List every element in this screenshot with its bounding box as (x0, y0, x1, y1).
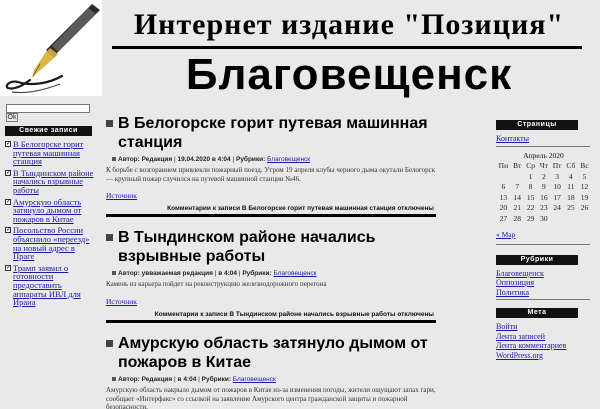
post-title[interactable] (106, 228, 436, 266)
calendar-day: 9 (542, 182, 546, 192)
check-icon: ✓ (6, 264, 12, 271)
right-sidebar (496, 120, 596, 360)
post-rubric-link[interactable]: Благовещенск (267, 156, 311, 163)
calendar-day: 20 (499, 203, 508, 213)
post-excerpt: Амурскую область накрыло дымом от пожаров в Китае из-за изменения погоды, жители ощущают запах гари, сообщает «Интерфакс» со ссылкой на заявление Амурского центра гражданской защиты и пожарной безопасности. (106, 386, 436, 409)
meta-heading: Мета (496, 308, 578, 318)
calendar-day (578, 213, 591, 224)
recent-post-link[interactable]: Посольство России объяснило «переезд» на новый адрес в Праге (13, 225, 90, 262)
rubric-link[interactable]: Оппозиция (496, 278, 535, 287)
calendar-day: 7 (515, 182, 520, 192)
recent-post-link[interactable]: В Тындинском районе начались взрывные работы (13, 167, 94, 195)
calendar-day: 18 (567, 192, 575, 202)
rubric-link[interactable]: Благовещенск (496, 268, 544, 278)
calendar-day: 28 (513, 213, 522, 223)
calendar-prev-month-link[interactable]: « Мар (496, 229, 516, 239)
recent-post-item[interactable] (5, 169, 97, 195)
post-title[interactable] (106, 114, 436, 152)
calendar-day: 5 (582, 171, 587, 181)
weekday-header: Вс (580, 161, 589, 171)
post (106, 114, 436, 217)
check-icon: ✓ (6, 169, 12, 176)
meta-link-login[interactable]: Войти (496, 322, 518, 331)
post-title-text[interactable]: Амурскую область затянуло дымом от пожаров в Китае (118, 335, 428, 371)
pages-list (496, 134, 596, 144)
divider (496, 146, 590, 147)
post-rubric-link[interactable]: Благовещенск (232, 376, 276, 383)
meta-marker-icon (112, 157, 116, 161)
author-label: Автор: (118, 156, 142, 163)
meta-link-wordpress[interactable]: WordPress.org (496, 350, 543, 360)
meta-marker-icon (112, 377, 116, 381)
post-comments-status: Комментарии к записи В Тындинском районе начались взрывные работы отключены (106, 311, 436, 323)
calendar-week (496, 182, 591, 193)
post-author: увважаемая редакция (141, 270, 213, 277)
post-title[interactable] (106, 334, 436, 372)
calendar-week (496, 213, 591, 224)
calendar-week (496, 203, 591, 214)
square-bullet-icon (106, 234, 113, 241)
calendar-day: 19 (580, 192, 589, 202)
site-title[interactable]: Интернет издание "Позиция" (133, 8, 565, 41)
post-source-link[interactable]: Источник (106, 191, 137, 200)
calendar-day: 24 (553, 203, 561, 213)
meta-list (496, 322, 596, 360)
post (106, 228, 436, 323)
calendar-day: 16 (540, 192, 548, 202)
post-author: Редакция (141, 376, 173, 383)
recent-post-link[interactable]: В Белогорске горит путевая машинная станция (13, 139, 84, 167)
calendar-day: 25 (567, 203, 575, 213)
calendar-day: 22 (526, 203, 535, 213)
recent-post-item[interactable] (5, 226, 97, 260)
calendar-day: 27 (499, 213, 508, 223)
rubric-label: Рубрики: (235, 156, 268, 163)
calendar-week (496, 171, 591, 182)
fountain-pen-icon (0, 0, 102, 96)
rubrics-heading: Рубрики (496, 255, 578, 265)
rubric-label: Рубрики: (242, 270, 274, 277)
calendar-day: 15 (526, 192, 535, 202)
post-excerpt: Камень из карьера пойдет на реконструкцию железнодорожного перегона (106, 280, 327, 288)
divider (496, 244, 590, 245)
calendar-day (564, 213, 578, 224)
calendar-day: 29 (526, 213, 535, 223)
calendar-day: 12 (580, 182, 589, 192)
square-bullet-icon (106, 340, 113, 347)
calendar-caption: Апрель 2020 (523, 150, 564, 160)
meta-link-entries-feed[interactable]: Лента записей (496, 331, 545, 341)
rubric-label: Рубрики: (201, 376, 233, 383)
calendar-day: 11 (567, 182, 575, 192)
square-bullet-icon (106, 120, 113, 127)
calendar-day: 1 (528, 171, 533, 181)
calendar-day: 8 (528, 182, 533, 192)
recent-post-link[interactable]: Амурскую область затянуло дымом от пожаров в Китае (13, 196, 82, 224)
recent-post-item[interactable] (5, 198, 97, 224)
post-title-text[interactable]: В Тындинском районе начались взрывные работы (118, 229, 376, 265)
calendar-day: 4 (569, 171, 573, 181)
calendar-day: 23 (540, 203, 548, 213)
recent-posts-heading: Свежие записи (5, 126, 92, 136)
meta-marker-icon (112, 271, 116, 275)
calendar-day (496, 171, 511, 182)
search-button[interactable]: Ok (7, 114, 17, 121)
page-link-contacts[interactable]: Контакты (496, 134, 530, 143)
weekday-header: Сб (566, 161, 576, 171)
calendar-day: 26 (580, 203, 589, 213)
post-title-text[interactable]: В Белогорске горит путевая машинная станция (118, 115, 428, 151)
calendar-days (496, 171, 591, 224)
meta-link-comments-feed[interactable]: Лента комментариев (496, 341, 567, 350)
title-divider (112, 46, 582, 49)
check-icon: ✓ (6, 198, 12, 205)
calendar-week (496, 192, 591, 203)
site-subtitle: Благовещенск (185, 50, 513, 99)
calendar-day: 6 (501, 182, 506, 192)
calendar-table (496, 161, 591, 224)
calendar-day: 30 (540, 213, 548, 223)
calendar-day: 2 (542, 171, 546, 181)
divider (496, 299, 590, 300)
calendar-day: 13 (499, 192, 508, 202)
author-label: Автор: (118, 376, 142, 383)
post-date: в 4:04 (177, 376, 197, 383)
calendar-day: 17 (553, 192, 561, 202)
author-label: Автор: (118, 270, 142, 277)
recent-post-link[interactable]: Трамп заявил о готовности предоставить аппараты ИВЛ для Ирана (13, 262, 81, 308)
weekday-header: Вт (513, 161, 522, 171)
rubrics-list (496, 269, 596, 298)
post-date: 19.04.2020 в 4:04 (177, 156, 231, 163)
calendar-day (550, 213, 564, 224)
recent-posts-list (5, 140, 97, 310)
calendar-day: 10 (553, 182, 561, 192)
check-icon: ✓ (6, 227, 12, 234)
site-logo[interactable] (0, 0, 102, 96)
post-meta: Автор: Редакция | 19.04.2020 в 4:04 | Рубрики: Благовещенск (106, 155, 436, 164)
weekday-header: Пт (552, 161, 562, 171)
post-author: Редакция (141, 156, 173, 163)
rubric-link[interactable]: Политика (496, 287, 530, 297)
weekday-header: Ср (526, 161, 535, 171)
weekday-header: Пн (498, 161, 509, 171)
calendar-day: 21 (513, 203, 522, 213)
recent-post-item[interactable] (5, 264, 97, 307)
calendar-widget (496, 151, 591, 242)
post (106, 334, 436, 409)
post-source-link[interactable]: Источник (106, 296, 137, 306)
calendar-day: 14 (513, 192, 522, 202)
post-rubric-link[interactable]: Благовещенск (273, 270, 317, 277)
recent-post-item[interactable] (5, 140, 97, 166)
post-meta: Автор: увважаемая редакция | в 4:04 | Рубрики: Благовещенск (106, 269, 436, 278)
check-icon: ✓ (6, 141, 12, 147)
post-meta: Автор: Редакция | в 4:04 | Рубрики: Благовещенск (106, 375, 436, 384)
post-comments-status: Комментарии к записи В Белогорске горит путевая машинная станция отключены (106, 205, 436, 217)
site-header (0, 0, 600, 100)
calendar-day: 3 (555, 171, 559, 181)
calendar-day (511, 171, 524, 182)
pages-heading: Страницы (496, 120, 578, 130)
search-input[interactable] (6, 104, 90, 113)
weekday-header: Чт (539, 161, 548, 171)
post-date: в 4:04 (218, 270, 238, 277)
post-excerpt: К борьбе с возгоранием привлекли пожарный поезд. Утром 19 апреля клубы черного дыма окутали Белогорск — крупный пожар случился на путевой машинной станции №46. (106, 166, 436, 183)
